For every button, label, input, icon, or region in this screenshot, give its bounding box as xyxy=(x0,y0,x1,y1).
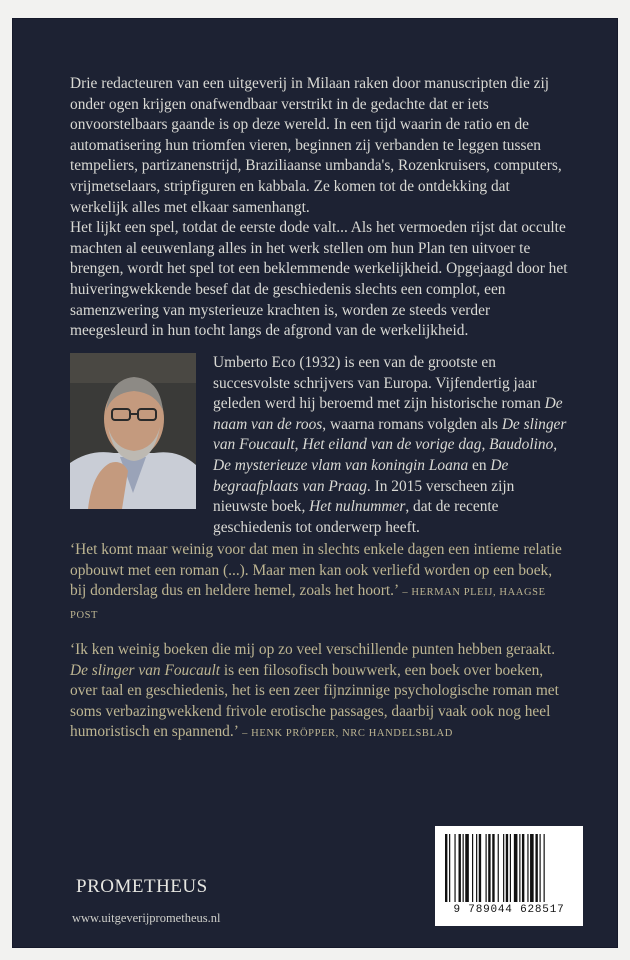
book-title: De naam van de roos xyxy=(213,395,563,433)
review-quote-1 xyxy=(70,540,570,626)
quote-attribution: – HENK PRÖPPER, NRC HANDELSBLAD xyxy=(238,728,453,740)
book-title: De mysterieuze vlam van koningin Loana xyxy=(213,456,469,474)
quote-open: ‘Ik ken weinig boeken die mij op zo veel verschillende punten hebben geraakt. xyxy=(70,641,556,658)
isbn-barcode xyxy=(435,826,583,926)
publisher-logo: PROMETHEUS xyxy=(76,876,208,897)
quote-attribution: – HERMAN PLEIJ, HAAGSE POST xyxy=(70,587,546,621)
blurb-paragraph-2: Het lijkt een spel, totdat de eerste dode valt... Als het vermoeden rijst dat occulte machten al eeuwenlang alles in het werk stellen om hun Plan ten uitvoer te brengen, wordt het spel tot een beklemmende werkelijkheid. Opgejaagd door het huiveringwekkende besef dat de geschiedenis slechts een complot, een samenzwering van mysterieuze krachten is, worden ze steeds verder meegesleurd in hun tocht langs de afgrond van de werkelijkheid. xyxy=(70,219,568,340)
barcode-bars xyxy=(445,834,573,902)
quote-text: ‘Het komt maar weinig voor dat men in slechts enkele dagen een intieme relatie opbouwt met een roman (...). Maar men kan ook verliefd worden op een boek, bij donderslag dus en heldere hemel, zoals het hoort.’ xyxy=(70,541,562,600)
publisher-url[interactable]: www.uitgeverijprometheus.nl xyxy=(72,911,221,925)
isbn-number: 9 789044 628517 xyxy=(453,904,565,916)
quote-text: is een filosofisch bouwwerk, een boek over boeken, over taal en geschiedenis, het is een zeer fijnzinnige psychologische roman met soms verbazingwekkend frivole erotische passages, daarbij vaak ook nog heel humoristisch en spannend.’ xyxy=(70,661,559,741)
back-cover xyxy=(12,18,618,948)
author-bio: Umberto Eco (1932) is een van de grootste en succesvolste schrijvers van Europa. Vijfendertig jaar geleden werd hij beroemd met zijn historische roman De naam van de roos, waarna romans volgden als De slinger van Foucault, Het eiland van de vorige dag, Baudolino, De mysterieuze vlam van koningin Loana en De begraafplaats van Praag. In 2015 verscheen zijn nieuwste boek, Het nulnummer, dat de recente geschiedenis tot onderwerp heeft. xyxy=(213,354,567,536)
book-title: Het eiland van de vorige dag xyxy=(302,436,482,454)
review-quote-2 xyxy=(70,640,570,745)
book-title: De slinger van Foucault xyxy=(213,415,567,454)
book-title: De begraafplaats van Praag xyxy=(213,456,509,495)
author-photo xyxy=(70,353,196,509)
book-title: De slinger van Foucault xyxy=(70,661,221,679)
book-title: Het nulnummer xyxy=(309,498,406,516)
book-blurb xyxy=(70,74,570,342)
blurb-paragraph-1: Drie redacteuren van een uitgeverij in Milaan raken door manuscripten die zij onder ogen krijgen onafwendbaar verstrikt in de gedachte dat er iets onvoorstelbaars gaande is op deze wereld. In een tijd waarin de ratio en de automatisering hun triomfen vieren, beginnen zij verbanden te leggen tussen tempeliers, partizanenstrijd, Braziliaanse umbanda's, Rozenkruisers, computers, vrijmetselaars, stripfiguren en kabbala. Ze komen tot de ontdekking dat werkelijk alles met elkaar samenhangt. xyxy=(70,75,562,216)
book-title: Baudolino xyxy=(489,436,554,454)
